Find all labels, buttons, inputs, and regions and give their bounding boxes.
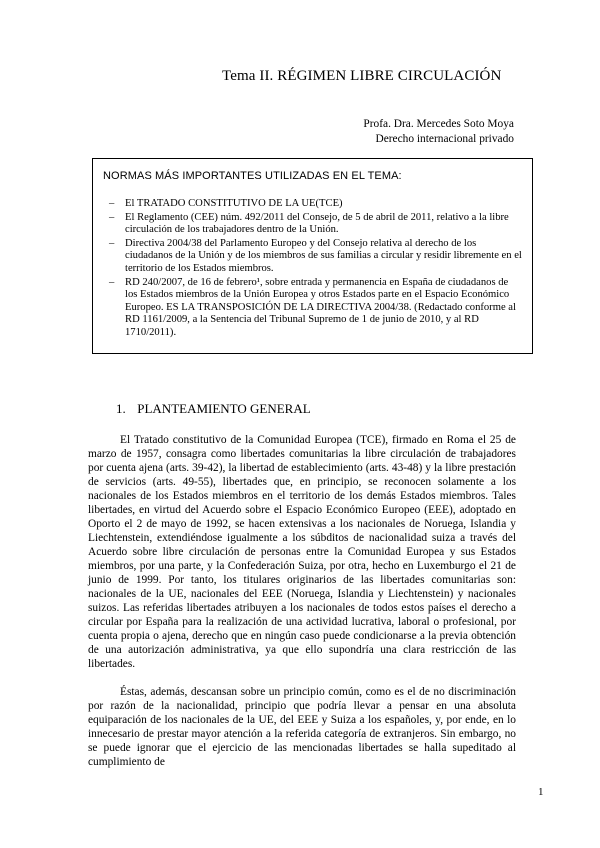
- section-number: 1.: [116, 401, 126, 416]
- norms-item-text: El TRATADO CONSTITUTIVO DE LA UE(TCE): [125, 198, 343, 209]
- dash-bullet: –: [109, 198, 115, 209]
- dash-bullet: –: [109, 237, 115, 249]
- norms-heading: NORMAS MÁS IMPORTANTES UTILIZADAS EN EL TEMA:: [103, 170, 402, 182]
- body-paragraph: El Tratado constitutivo de la Comunidad Europea (TCE), firmado en Roma el 25 de marzo de 1957, consagra como libertades comunitarias la libre circulación de trabajadores por cuenta ajena (arts. 39-42), la libertad de establecimiento (arts. 43-48) y la libre prestación de servicios (arts. 49-55), libertades que, en principio, se reconocen solamente a los nacionales de los Estados miembros en el territorio de los demás Estados miembros. Tales libertades, en virtud del Acuerdo sobre el Espacio Económico Europeo (EEE), adoptado en Oporto el 2 de mayo de 1992, se hacen extensivas a los nacionales de Noruega, Islandia y Liechtenstein, extendiéndose igualmente a los súbditos de nacionalidad suiza a través del Acuerdo sobre libre circulación de personas entre la Comunidad Europea y sus Estados miembros, por una parte, y la Confederación Suiza, por otra, hecho en Luxemburgo el 21 de junio de 1999. Por tanto, los titulares originarios de las libertades comunitarias son: nacionales de la UE, nacionales del EEE (Noruega, Islandia y Liechtenstein) y nacionales suizos. Las referidas libertades atribuyen a los nacionales de todos estos países el derecho a circular por España para la realización de una actividad lucrativa, laboral o profesional, por cuenta propia o ajena, derecho que en ningún caso puede condicionarse a la previa obtención de una autorización administrativa, ya que ello supondría una clara restricción de las libertades.: [88, 434, 516, 670]
- body-paragraph: Éstas, además, descansan sobre un principio común, como es el de no discriminación por razón de la nacionalidad, principio que podría llevar a pensar en una absoluta equiparación de los nacionales de la UE, del EEE y Suiza a los españoles, y, por ende, en lo innecesario de prestar mayor atención a la referida categoría de extranjeros. Sin embargo, no se puede ignorar que el ejercicio de las mencionadas libertades se halla supeditado al cumplimiento de: [88, 686, 516, 768]
- section-heading: [116, 401, 311, 417]
- section-body: [88, 433, 516, 783]
- norms-list-item: [103, 212, 522, 237]
- norms-list: [103, 198, 522, 340]
- norms-item-text: RD 240/2007, de 16 de febrero¹, sobre entrada y permanencia en España de ciudadanos de los Estados miembros de la Unión Europea y otros Estados parte en el Espacio Económico Europeo. ES LA TRANSPOSICIÓN DE LA DIRECTIVA 2004/38. (Redactado conforme al RD 1161/2009, a la Sentencia del Tribunal Supremo de 1 de junio de 2010, y al RD 1710/2011).: [125, 276, 516, 338]
- dash-bullet: –: [109, 276, 115, 288]
- norms-item-text: El Reglamento (CEE) núm. 492/2011 del Consejo, de 5 de abril de 2011, relativo a la libre circulación de los trabajadores dentro de la Unión.: [125, 211, 509, 236]
- author-name: Profa. Dra. Mercedes Soto Moya: [363, 118, 514, 130]
- norms-list-item: [103, 198, 522, 211]
- page-number: 1: [538, 786, 544, 798]
- norms-list-item: [103, 238, 522, 276]
- document-title: Tema II. RÉGIMEN LIBRE CIRCULACIÓN: [222, 68, 502, 84]
- norms-item-text: Directiva 2004/38 del Parlamento Europeo y del Consejo relativa al derecho de los ciudadanos de la Unión y de los miembros de sus familias a circular y residir libremente en el territorio de los Estados miembros.: [125, 237, 522, 274]
- norms-box: [92, 158, 533, 354]
- author-department: Derecho internacional privado: [375, 133, 514, 145]
- dash-bullet: –: [109, 211, 115, 223]
- section-title: PLANTEAMIENTO GENERAL: [137, 401, 311, 416]
- norms-list-item: [103, 277, 522, 340]
- author-block: [363, 117, 514, 147]
